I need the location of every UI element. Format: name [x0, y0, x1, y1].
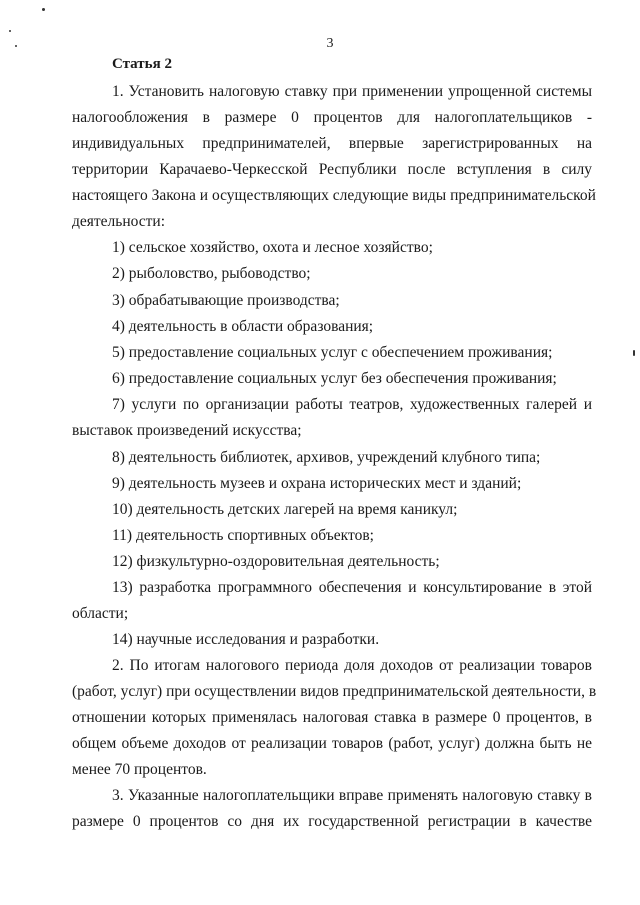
text-line: 3. Указанные налогоплательщики вправе применять налоговую ставку в: [112, 787, 592, 804]
text-line: индивидуальных предпринимателей, впервые зарегистрированных на: [72, 135, 592, 152]
text-line: области;: [72, 605, 129, 622]
text-line: отношении которых применялась налоговая ставка в размере 0 процентов, в: [72, 709, 592, 726]
text-line: 14) научные исследования и разработки.: [112, 631, 380, 648]
scan-speck: [9, 30, 11, 32]
text-line: 13) разработка программного обеспечения и консультирование в этой: [112, 579, 592, 596]
text-line: 3) обрабатывающие производства;: [112, 292, 340, 309]
text-line: 5) предоставление социальных услуг с обеспечением проживания;: [112, 344, 553, 361]
text-line: 8) деятельность библиотек, архивов, учреждений клубного типа;: [112, 449, 541, 466]
text-line: настоящего Закона и осуществляющих следующие виды предпринимательской: [72, 187, 596, 204]
text-line: 6) предоставление социальных услуг без обеспечения проживания;: [112, 370, 557, 387]
text-line: 11) деятельность спортивных объектов;: [112, 527, 374, 544]
page-number: 3: [326, 36, 334, 51]
text-line: 4) деятельность в области образования;: [112, 318, 374, 335]
text-line: 2. По итогам налогового периода доля доходов от реализации товаров: [112, 657, 592, 674]
text-line: менее 70 процентов.: [72, 761, 207, 778]
text-line: 12) физкультурно-оздоровительная деятельность;: [112, 553, 440, 570]
text-line: территории Карачаево-Черкесской Республики после вступления в силу: [72, 161, 592, 178]
text-line: общем объеме доходов от реализации товаров (работ, услуг) должна быть не: [72, 735, 592, 752]
article-heading: Статья 2: [112, 56, 172, 72]
text-line: размере 0 процентов со дня их государственной регистрации в качестве: [72, 813, 592, 830]
text-line: 1) сельское хозяйство, охота и лесное хозяйство;: [112, 239, 433, 256]
text-line: налогообложения в размере 0 процентов для налогоплательщиков -: [72, 109, 592, 126]
text-line: выставок произведений искусства;: [72, 422, 302, 439]
scan-speck: [42, 8, 45, 11]
text-line: 7) услуги по организации работы театров, художественных галерей и: [112, 396, 592, 413]
text-line: 1. Установить налоговую ставку при применении упрощенной системы: [112, 83, 592, 100]
text-line: 10) деятельность детских лагерей на время каникул;: [112, 501, 458, 518]
text-line: деятельности:: [72, 213, 166, 230]
text-line: (работ, услуг) при осуществлении видов предпринимательской деятельности, в: [72, 683, 597, 700]
text-line: 9) деятельность музеев и охрана исторических мест и зданий;: [112, 475, 522, 492]
scan-speck: [633, 350, 635, 356]
text-line: 2) рыболовство, рыбоводство;: [112, 265, 311, 282]
